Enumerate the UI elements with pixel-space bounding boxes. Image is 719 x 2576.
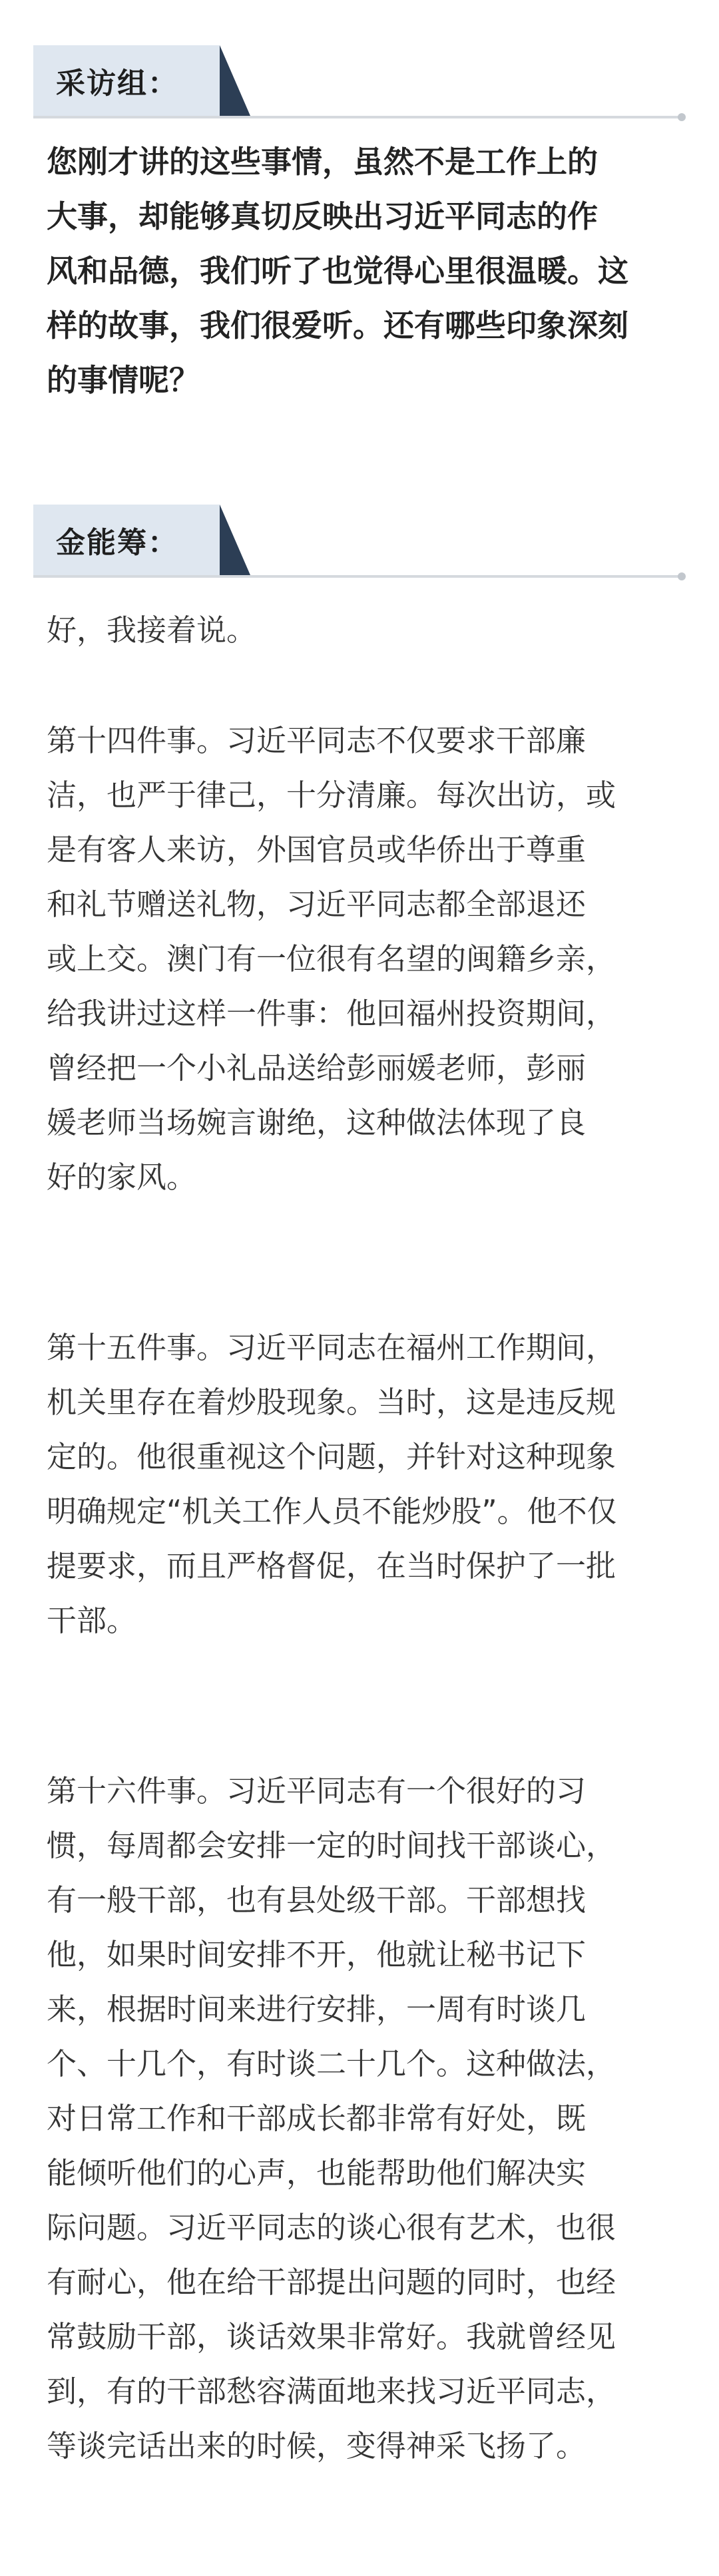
paragraph-line: 个、十几个，有时谈二十几个。这种做法， <box>47 2046 616 2081</box>
paragraph-line: 洁，也严于律己，十分清廉。每次出访，或 <box>47 777 616 813</box>
paragraph-line: 和礼节赠送礼物，习近平同志都全部退还 <box>47 887 587 922</box>
paragraph-line: 有一般干部，也有县处级干部。干部想找 <box>47 1882 587 1918</box>
paragraph-line: 第十五件事。习近平同志在福州工作期间， <box>47 1330 616 1365</box>
paragraph-line: 有耐心，他在给干部提出问题的同时，也经 <box>47 2264 616 2300</box>
paragraph-line: 来，根据时间来进行安排，一周有时谈几 <box>47 1992 587 2027</box>
paragraph-line: 干部。 <box>47 1603 137 1638</box>
paragraph-line: 惯，每周都会安排一定的时间找干部谈心， <box>47 1828 616 1863</box>
question-line: 大事，却能够真切反映出习近平同志的作 <box>47 198 598 234</box>
question-line: 您刚才讲的这些事情，虽然不是工作上的 <box>47 144 598 180</box>
paragraph-line: 常鼓励干部，谈话效果非常好。我就曾经见 <box>47 2319 616 2354</box>
speaker-header-interviewer <box>33 45 686 120</box>
answer-paragraph <box>47 1321 686 1648</box>
paragraph-line: 他，如果时间安排不开，他就让秘书记下 <box>47 1937 587 1972</box>
paragraph-line: 给我讲过这样一件事：他回福州投资期间， <box>47 996 616 1031</box>
paragraph-line: 对日常工作和干部成长都非常有好处，既 <box>47 2101 587 2136</box>
speaker-label: 金能筹： <box>33 505 220 575</box>
answer-paragraph <box>47 603 686 658</box>
paragraph-line: 第十六件事。习近平同志有一个很好的习 <box>47 1773 587 1809</box>
divider-line <box>33 575 679 578</box>
paragraph-line: 机关里存在着炒股现象。当时，这是违反规 <box>47 1385 616 1420</box>
paragraph-line: 明确规定“机关工作人员不能炒股”。他不仅 <box>47 1494 617 1529</box>
paragraph-line: 到，有的干部愁容满面地来找习近平同志， <box>47 2374 616 2409</box>
paragraph-line: 或上交。澳门有一位很有名望的闽籍乡亲， <box>47 941 616 976</box>
paragraph-line: 提要求，而且严格督促，在当时保护了一批 <box>47 1548 616 1584</box>
answer-paragraph <box>47 714 686 1205</box>
paragraph-line: 好的家风。 <box>47 1160 197 1195</box>
divider-end-dot <box>678 113 686 121</box>
paragraph-line: 等谈完话出来的时候，变得神采飞扬了。 <box>47 2428 587 2464</box>
tag-flap-decoration <box>220 505 250 575</box>
question-line: 风和品德，我们听了也觉得心里很温暖。这 <box>47 253 628 289</box>
paragraph-line: 好，我接着说。 <box>47 612 257 648</box>
question-line: 的事情呢？ <box>47 362 200 398</box>
divider-line <box>33 116 679 118</box>
question-line: 样的故事，我们很爱听。还有哪些印象深刻 <box>47 308 628 343</box>
paragraph-line: 能倾听他们的心声，也能帮助他们解决实 <box>47 2155 587 2191</box>
answer-paragraph <box>47 1764 686 2473</box>
paragraph-line: 第十四件事。习近平同志不仅要求干部廉 <box>47 723 587 758</box>
divider-end-dot <box>678 572 686 580</box>
paragraph-line: 定的。他很重视这个问题，并针对这种现象 <box>47 1439 616 1474</box>
paragraph-line: 际问题。习近平同志的谈心很有艺术，也很 <box>47 2210 616 2245</box>
paragraph-line: 媛老师当场婉言谢绝，这种做法体现了良 <box>47 1105 587 1140</box>
interviewer-question <box>47 134 686 407</box>
speaker-label: 采访组： <box>33 45 220 116</box>
paragraph-line: 曾经把一个小礼品送给彭丽媛老师，彭丽 <box>47 1050 587 1086</box>
tag-flap-decoration <box>220 45 250 116</box>
speaker-header-respondent <box>33 505 686 579</box>
paragraph-line: 是有客人来访，外国官员或华侨出于尊重 <box>47 832 587 867</box>
